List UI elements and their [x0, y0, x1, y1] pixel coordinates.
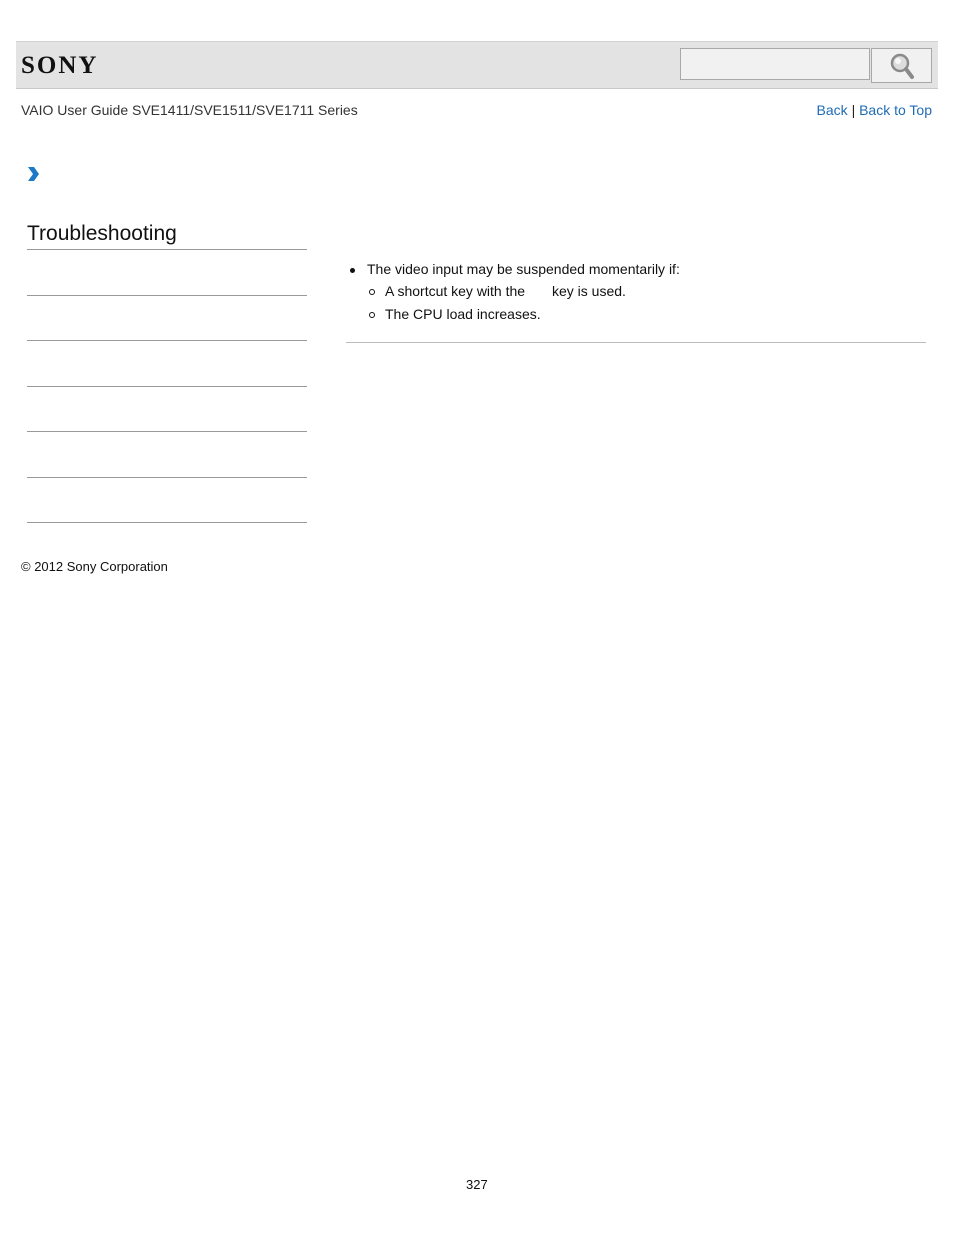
header-bar [16, 41, 938, 89]
content-divider [346, 342, 926, 343]
search-button[interactable] [871, 48, 932, 83]
sub-bullet-circle [369, 289, 375, 295]
chevron-right-icon [26, 166, 40, 182]
copyright: © 2012 Sony Corporation [21, 559, 168, 574]
guide-title: VAIO User Guide SVE1411/SVE1511/SVE1711 Series [21, 102, 358, 118]
magnifier-icon [889, 52, 915, 80]
sidebar-divider [27, 249, 307, 250]
list-item: The video input may be suspended momentarily if: [367, 261, 680, 277]
back-to-top-link[interactable]: Back to Top [859, 102, 932, 118]
nav-separator: | [851, 102, 856, 118]
sidebar-title: Troubleshooting [27, 222, 177, 245]
back-link[interactable]: Back [816, 102, 848, 118]
bullet-disc [350, 268, 355, 273]
sidebar-divider [27, 522, 307, 523]
sub-list-item-text: A shortcut key with the [385, 283, 526, 299]
page-number: 327 [466, 1177, 488, 1192]
sub-bullet-circle [369, 312, 375, 318]
sidebar-divider [27, 477, 307, 478]
sidebar-divider [27, 295, 307, 296]
sony-logo: SONY [21, 52, 99, 79]
sub-list-item-text: The CPU load increases. [385, 306, 541, 322]
search-input[interactable] [680, 48, 870, 80]
sidebar-divider [27, 386, 307, 387]
sub-list-item-text: key is used. [552, 283, 626, 299]
nav-links [817, 102, 932, 118]
sidebar-divider [27, 431, 307, 432]
sidebar-divider [27, 340, 307, 341]
breadcrumb [26, 166, 40, 187]
